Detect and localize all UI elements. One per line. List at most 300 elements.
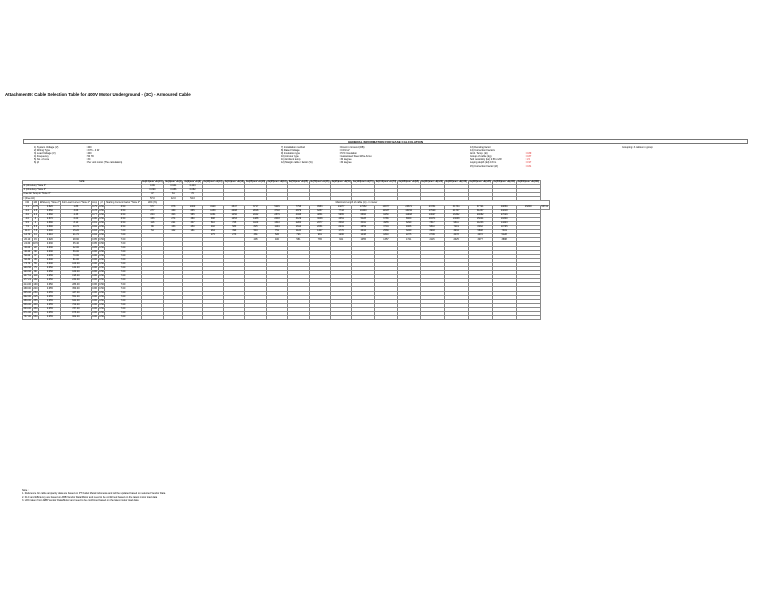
table-cell: 0.50 [99, 266, 104, 270]
table-cell: 45 [32, 258, 39, 262]
table-cell: 0.86 [92, 253, 97, 257]
table-cell: 0.86 [92, 282, 97, 286]
table-cell: 50.00 [24, 253, 31, 257]
table-cell: 0.86 [92, 286, 97, 290]
table-cell: 4666 [397, 226, 420, 230]
table-cell [288, 316, 309, 320]
table-cell: 0.86 [92, 249, 97, 253]
table-cell: 1061 [202, 213, 223, 217]
table-cell [309, 316, 330, 320]
table-cell: 7.00 [105, 287, 141, 291]
table-cell: 0.86 [92, 294, 97, 298]
info-label: 1) System Voltage (V) [34, 146, 59, 149]
param-label: X (Ohm/km) *Note 3* [23, 189, 142, 193]
info-block-2 [281, 146, 372, 165]
table-cell: 5128 [352, 217, 375, 221]
notes-header: Note : [22, 489, 29, 492]
table-cell: 7.00 [105, 316, 141, 320]
size-column-header: 3x(95)mm²+E(50) [331, 180, 351, 184]
table-cell: 0.940 [39, 262, 61, 266]
info-value: : Direct in Ground (DB) [339, 146, 365, 149]
table-cell: 14423 [492, 221, 516, 225]
table-cell: 8462 [468, 226, 492, 230]
table-cell: 551.00 [61, 295, 91, 299]
table-cell: 0.50 [99, 294, 104, 298]
table-cell: 0.950 [39, 283, 61, 287]
table-cell: 120.60 [23, 270, 31, 274]
info-value: : Galvanised Steel Wire Armo [339, 155, 372, 159]
table-cell: 0.50 [99, 307, 104, 311]
table-cell: 787.00 [61, 307, 91, 311]
column-header: Starting Current Factor *Note 2* [106, 200, 140, 204]
param-value: 52.0 [183, 197, 202, 201]
info-label: 10) Armour type [281, 155, 299, 159]
table-cell: 585 [183, 213, 202, 217]
table-cell: 0.83 [92, 229, 97, 233]
info-label: Grouping: 3 cables in group [622, 146, 653, 149]
table-cell: 16152 [397, 209, 420, 213]
table-cell: 437.00 [61, 291, 91, 295]
table-cell: 0.50 [99, 262, 104, 266]
table-cell: 765 [224, 221, 245, 225]
table-cell: 6.50 [105, 213, 141, 217]
table-cell: 6666 [352, 213, 375, 217]
table-cell [224, 316, 245, 320]
table-cell: 7.00 [105, 295, 141, 299]
table-cell: 1920 [202, 205, 223, 209]
table-cell: 1053 [224, 217, 245, 221]
table-cell: 5965 [331, 213, 352, 217]
table-cell: 264 [202, 230, 223, 234]
table-cell: 40.20 [24, 249, 31, 253]
param-value: 0.99 [141, 185, 164, 189]
table-cell: 1000 [183, 205, 202, 209]
table-cell: 5.5 [23, 221, 33, 225]
table-cell: 3718 [266, 209, 287, 213]
param-value: 57.0 [141, 197, 164, 201]
column-header: Efficiency *Note 2* [39, 200, 60, 204]
table-row [23, 316, 550, 320]
table-cell: 962.00 [61, 316, 91, 320]
table-cell [375, 316, 398, 320]
table-cell [352, 316, 375, 320]
param-value: 76 [183, 193, 202, 197]
table-cell: 0.950 [39, 275, 61, 279]
table-cell: 1200 [331, 234, 352, 238]
column-header: pf [98, 201, 105, 205]
table-cell: 6.50 [105, 221, 141, 225]
table-cell: 2093 [266, 217, 287, 221]
table-cell: 147.51 [23, 274, 31, 278]
table-cell: 4072 [468, 234, 492, 238]
table-cell: 0.860 [39, 213, 61, 217]
table-cell: 4934 [444, 230, 468, 234]
table-cell: 1810 [375, 234, 398, 238]
info-value: : Per unit motor (The calculation) [86, 161, 123, 165]
info-label: 8) Rated Voltage [281, 149, 300, 153]
table-cell: 400 [266, 238, 287, 242]
table-cell: 337 [183, 221, 202, 225]
param-value: 42.0 [164, 197, 183, 201]
table-cell: 0.910 [39, 234, 61, 238]
info-value: : 400 [86, 152, 92, 156]
table-cell: 603.00 [23, 307, 31, 311]
table-cell: 0.50 [99, 217, 104, 221]
info-label: 14) Correction Factors [470, 149, 495, 153]
table-cell: 0.930 [39, 242, 61, 246]
table-cell: 941 [331, 238, 352, 242]
table-cell: 0.75 [92, 204, 97, 208]
table-cell: 0.955 [39, 303, 61, 307]
table-cell: 17052 [352, 205, 375, 209]
table-cell: 0.900 [39, 230, 61, 234]
table-cell: 13068 [444, 217, 468, 221]
table-cell: 0.85 [92, 245, 97, 249]
table-cell: 102 [164, 230, 183, 234]
table-cell: 20082 [468, 213, 492, 217]
table-cell: 0.50 [99, 274, 104, 278]
table-cell: 27251 [420, 205, 444, 209]
size-column-header: 3x(240)mm²+E(120) [421, 180, 443, 184]
table-cell: 1055 [352, 238, 375, 242]
table-cell: 3993 [420, 230, 444, 234]
table-cell: 875.00 [61, 312, 91, 316]
table-cell: 577 [141, 205, 164, 209]
table-cell: 1.86 [61, 205, 91, 209]
table-cell: 700.00 [61, 303, 91, 307]
info-block-1 [34, 146, 122, 165]
table-cell: 7.00 [105, 312, 141, 316]
table-cell: 8.10 [61, 221, 91, 225]
size-column-header: 3x(630)mm²+E(300) [517, 180, 540, 184]
table-cell: 0.890 [39, 226, 61, 230]
table-cell: 0.50 [99, 212, 104, 216]
table-cell [397, 316, 420, 320]
table-cell: 2.2 [33, 212, 38, 216]
table-cell: 160 [33, 282, 38, 286]
table-cell: 3 [32, 217, 39, 221]
table-cell: 7219 [444, 226, 468, 230]
info-value: : 30 degree [339, 158, 352, 162]
table-cell: 55 [32, 262, 39, 266]
note-1: 1. Reference for cable ampacity data are based on PT Kabel Metal Indonesia and will be updated based on selected Vendor Data [22, 492, 166, 496]
table-cell: 380 [183, 217, 202, 221]
info-value: : 0.81 [525, 164, 532, 168]
table-cell: 1438 [352, 234, 375, 238]
table-cell: 15 [32, 238, 39, 242]
table-cell: 7.5 [33, 229, 38, 233]
table-cell: 6.50 [105, 217, 141, 221]
size-column-header: 3x(70)mm²+E(35) [310, 180, 330, 184]
table-cell: 6.50 [105, 205, 141, 209]
table-cell: 200 [33, 286, 38, 290]
table-cell: 11233 [468, 221, 492, 225]
table-cell: 510 [202, 221, 223, 225]
table-cell: 581 [288, 238, 309, 242]
table-cell [245, 316, 266, 320]
table-cell: 75 [32, 266, 39, 270]
table-cell: 37 [32, 254, 39, 258]
table-cell: 0.85 [92, 237, 97, 241]
table-cell: 981 [309, 234, 330, 238]
table-cell: 7.00 [105, 303, 141, 307]
table-cell: 0.50 [99, 315, 104, 319]
info-label: 11) Ambient temp [281, 158, 301, 162]
table-cell: 665 [183, 209, 202, 213]
table-cell: 0.955 [39, 307, 61, 311]
table-cell: 536.00 [23, 303, 31, 306]
table-cell: 4351 [331, 217, 352, 221]
table-cell: 156 [141, 217, 164, 221]
table-cell: 621.00 [61, 299, 91, 303]
table-cell: 698 [202, 217, 223, 221]
table-cell: 3704 [375, 226, 398, 230]
table-cell: 7.00 [105, 291, 141, 295]
info-label: Group of cable (kg) [470, 155, 492, 159]
table-cell: 37721 [468, 205, 492, 209]
table-cell: 671.00 [23, 311, 31, 315]
table-cell: 6257 [309, 209, 330, 213]
table-cell: 0.84 [92, 233, 97, 237]
table-cell: 116 [141, 221, 164, 225]
table-cell: 796 [288, 234, 309, 238]
table-cell: 0.86 [92, 270, 97, 274]
table-cell: 283.00 [61, 283, 91, 287]
table-cell: 195.00 [61, 275, 91, 279]
table-cell: 543 [245, 230, 266, 234]
table-cell: 27029 [492, 213, 516, 217]
size-column-header: 3x(6)mm²+E(6) [184, 180, 201, 184]
table-cell: 21747 [444, 209, 468, 213]
table-cell: 4955 [375, 221, 398, 225]
table-cell: 7.00 [105, 242, 141, 246]
param-value: 0.090 [141, 189, 164, 193]
table-cell: 214.00 [23, 282, 31, 286]
info-value: : 3 Ph - 4 W [86, 149, 100, 153]
table-cell: 4038 [288, 213, 309, 217]
table-cell: 7.00 [105, 283, 141, 287]
table-cell: 2275 [397, 234, 420, 238]
table-cell: 0.850 [39, 209, 61, 213]
info-label: 2) Wiring Type [34, 149, 51, 153]
table-cell: 5808 [468, 230, 492, 234]
table-cell: 550 [33, 315, 38, 319]
table-cell: 7.00 [105, 258, 141, 262]
section-header: GENERAL INFORMATION FOR BASE CALCULATION [23, 139, 748, 144]
table-cell: 0.50 [99, 303, 104, 306]
table-cell: 250 [183, 226, 202, 230]
table-cell: 7.00 [105, 230, 141, 234]
table-cell [468, 316, 492, 320]
table-cell: 10471 [420, 217, 444, 221]
table-cell: 0.50 [99, 290, 104, 294]
table-cell: 1450 [224, 213, 245, 217]
table-cell: 583 [224, 226, 245, 230]
table-cell: 0.50 [99, 221, 104, 225]
info-label: 5) No. of core [34, 158, 50, 162]
table-cell: 30 [32, 250, 39, 254]
size-column-header: 3x(150)mm²+E(70) [375, 180, 397, 184]
table-cell: 0.930 [39, 250, 61, 254]
table-cell: 450 [33, 307, 38, 311]
table-cell: 2569 [375, 230, 398, 234]
table-cell: 0.50 [99, 282, 104, 286]
table-cell: 3717 [245, 205, 266, 209]
table-cell: 0.85 [92, 241, 97, 245]
size-column-header: 3x(120)mm²+E(70) [352, 180, 374, 184]
size-column-header: 3x(500)mm²+E(240) [493, 180, 516, 184]
table-cell: 7.00 [105, 307, 141, 311]
table-cell: 0.50 [99, 241, 104, 245]
table-cell: 40869 [492, 205, 516, 209]
notes [22, 489, 165, 502]
table-cell: 273 [224, 234, 245, 238]
table-cell: 2799 [420, 234, 444, 238]
table-cell: 0.955 [39, 312, 61, 316]
table-cell: 268.00 [23, 286, 31, 290]
table-cell: 3911 [352, 221, 375, 225]
table-cell: 0.880 [39, 221, 61, 225]
table-cell: 42.00 [61, 246, 91, 250]
table-cell: 0.50 [99, 208, 104, 212]
table-cell: 3363 [331, 221, 352, 225]
table-cell: 0.950 [39, 271, 61, 275]
table-cell: 1159 [202, 209, 223, 213]
size-column-header: 3x(16)mm²+E(16) [224, 180, 244, 184]
table-cell [444, 316, 468, 320]
table-cell: 56741 [541, 204, 549, 208]
table-cell: 0.930 [39, 246, 61, 250]
table-cell: 526 [266, 234, 287, 238]
table-cell: 2115 [420, 238, 444, 242]
size-column-header: 3x(25)mm²+E(16) [246, 180, 266, 184]
table-cell: 4.35 [61, 213, 91, 217]
table-cell: 469.00 [23, 298, 31, 302]
table-cell: 0.77 [92, 212, 97, 216]
table-cell-empty [516, 316, 540, 320]
table-cell: 160.00 [61, 271, 91, 275]
table-cell: 10.70 [61, 226, 91, 230]
table-cell: 86 [141, 226, 164, 230]
table-cell: 9611 [444, 221, 468, 225]
table-cell: 381 [245, 234, 266, 238]
param-label: R (Ohm/km) *Note 3* [23, 185, 142, 189]
table-cell: 153 [164, 226, 183, 230]
table-cell: 335.00 [23, 290, 31, 294]
table-cell: 3478 [444, 234, 468, 238]
table-cell: 0.50 [99, 229, 104, 233]
table-cell: 9583 [309, 205, 330, 209]
table-cell: 18.5 [33, 241, 38, 245]
info-label: 6) pf [34, 161, 40, 165]
table-cell: 11 [32, 234, 39, 238]
table-cell: 825 [245, 226, 266, 230]
size-column-header: 3x(35)mm²+E(16) [267, 180, 287, 184]
table-cell: 81.00 [61, 258, 91, 262]
table-cell: 175 [202, 234, 223, 238]
table-cell: 7.00 [105, 262, 141, 266]
table-cell: 0.50 [99, 270, 104, 274]
table-cell: 1104 [266, 226, 287, 230]
info-value: : 0.87 [525, 155, 532, 159]
table-cell: 0.82 [92, 225, 97, 229]
table-cell: 2044 [352, 230, 375, 234]
table-cell: 303 [164, 213, 183, 217]
info-block-3 [470, 146, 531, 168]
table-cell: 2879 [266, 213, 287, 217]
table-cell: 460 [164, 209, 183, 213]
table-cell: 2431 [331, 226, 352, 230]
table-cell: 1357 [375, 238, 398, 242]
info-value: : 0.97 [525, 161, 532, 165]
table-cell: 8660 [397, 217, 420, 221]
table-cell: 6.50 [105, 226, 141, 230]
max-length-header: Maximum length of cable (m) - in meter [164, 201, 549, 205]
table-cell: 100.00 [61, 262, 91, 266]
info-label: 4) Frequency [34, 155, 49, 159]
info-value: : 30 degree [339, 161, 352, 165]
table-cell: 4 [32, 221, 39, 225]
table-cell: 0.78 [92, 208, 97, 212]
table-cell: 7.00 [105, 279, 141, 283]
table-cell: 0.86 [92, 262, 97, 266]
table-cell: 3638 [309, 217, 330, 221]
param-value: 0.641 [164, 185, 183, 189]
table-cell: 11998 [397, 213, 420, 217]
table-cell: 11.0 [23, 230, 33, 234]
table-cell: 0.50 [99, 298, 104, 302]
table-cell: 5.5 [33, 225, 38, 229]
size-column-header: 3x(185)mm²+E(95) [398, 180, 419, 184]
param-label: I (Free Air) [23, 197, 142, 201]
table-cell: 31237 [468, 209, 492, 213]
table-cell: 7817 [420, 221, 444, 225]
table-cell: 35.40 [61, 242, 91, 246]
table-cell: 181 [183, 230, 202, 234]
table-cell: 31734 [444, 205, 468, 209]
info-label: Amb. Temp. (kt) [470, 152, 488, 156]
column-header: kW [23, 201, 33, 205]
table-cell: 20.10 [24, 237, 31, 241]
table-cell: 7.00 [105, 238, 141, 242]
table-cell: 1.5 [33, 208, 38, 212]
table-cell: 0.86 [92, 266, 97, 270]
table-cell: 765 [309, 238, 330, 242]
table-cell: 0.955 [39, 287, 61, 291]
table-cell: 0.86 [92, 274, 97, 278]
table-cell: 0.50 [99, 225, 104, 229]
table-cell: 7.00 [105, 246, 141, 250]
column-header: kW [33, 200, 38, 204]
table-cell: 0.86 [92, 298, 97, 302]
table-cell: 0.86 [92, 290, 97, 294]
table-cell: 315 [33, 294, 38, 298]
table-cell: 0.80 [92, 217, 97, 221]
table-cell: 3.06 [61, 209, 91, 213]
table-cell: 7.00 [105, 250, 141, 254]
table-cell: 19377 [375, 205, 398, 209]
table-cell: 7.00 [105, 266, 141, 270]
column-header: LRC (%) [141, 201, 164, 205]
table-cell: 4.0 [23, 217, 33, 221]
table-cell: 54 [141, 230, 164, 234]
table-cell: 7.00 [105, 234, 141, 238]
size-column-header: 3x(2.5)mm²+E(2.5) [142, 180, 163, 184]
table-cell: 2625 [444, 238, 468, 242]
table-cell: 0.950 [39, 266, 61, 270]
table-cell: 13277 [331, 205, 352, 209]
info-label: 15) Correction Factor (kf) [470, 164, 498, 168]
